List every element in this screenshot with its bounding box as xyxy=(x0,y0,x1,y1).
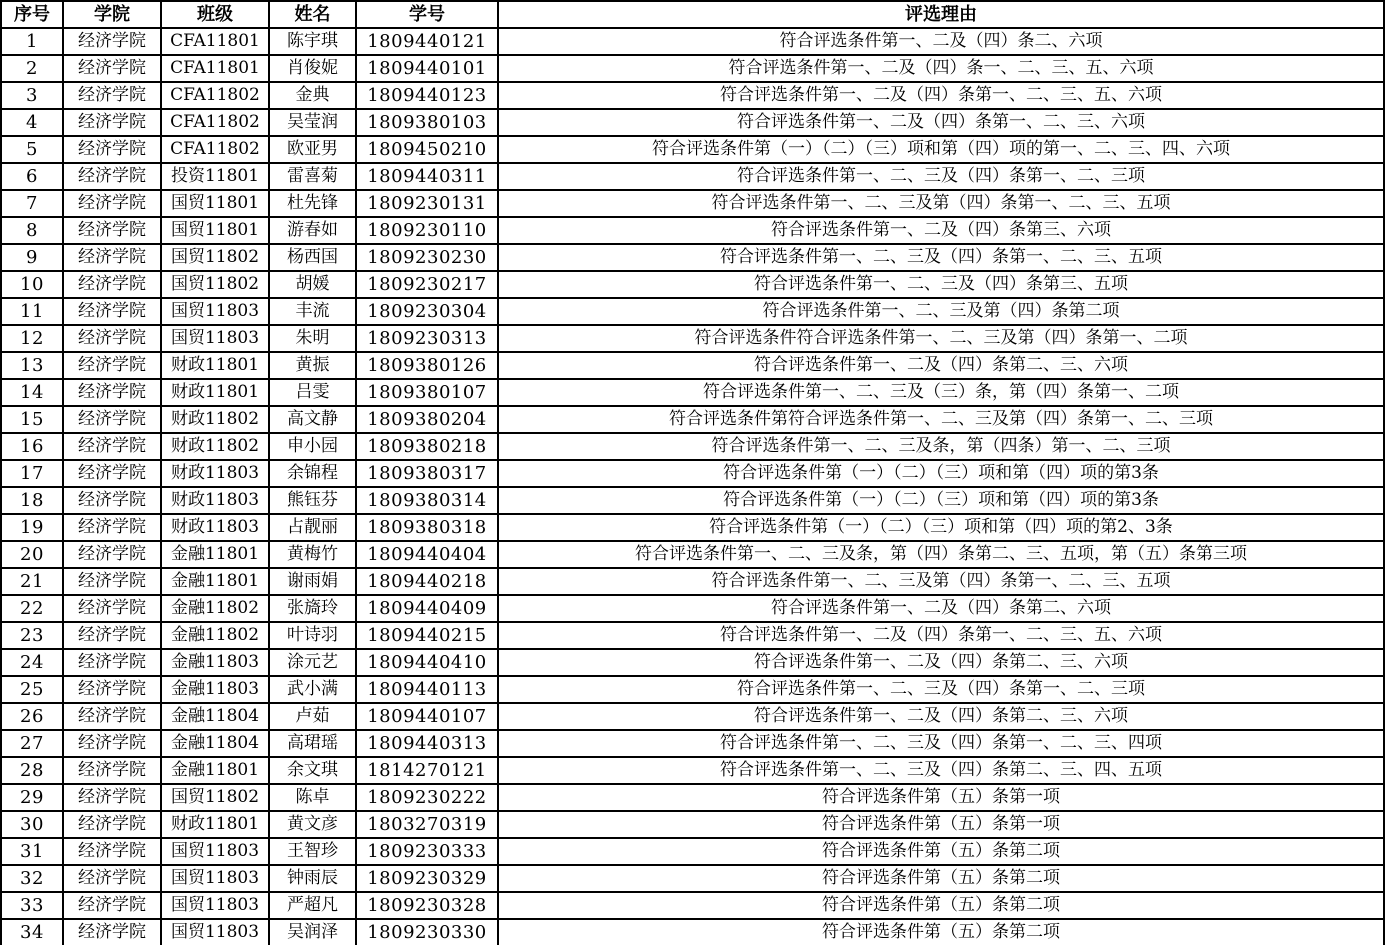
cell-name: 武小满 xyxy=(269,676,356,703)
cell-student-id: 1814270121 xyxy=(356,757,498,784)
cell-student-id: 1809440313 xyxy=(356,730,498,757)
table-row xyxy=(1,406,1384,433)
cell-reason: 符合评选条件符合评选条件第一、二、三及第（四）条第一、二项 xyxy=(498,325,1384,352)
cell-class: 财政11803 xyxy=(161,514,269,541)
cell-name: 吴润泽 xyxy=(269,919,356,945)
cell-college: 经济学院 xyxy=(63,136,161,163)
cell-index: 24 xyxy=(1,649,63,676)
cell-name: 黄振 xyxy=(269,352,356,379)
cell-class: 国贸11802 xyxy=(161,784,269,811)
cell-college: 经济学院 xyxy=(63,217,161,244)
table-row xyxy=(1,271,1384,298)
cell-reason: 符合评选条件第一、二、三及（四）条第一、二、三项 xyxy=(498,163,1384,190)
cell-student-id: 1809440123 xyxy=(356,82,498,109)
cell-index: 6 xyxy=(1,163,63,190)
cell-index: 17 xyxy=(1,460,63,487)
table-row xyxy=(1,352,1384,379)
cell-class: 财政11803 xyxy=(161,487,269,514)
cell-college: 经济学院 xyxy=(63,784,161,811)
cell-reason: 符合评选条件第（五）条第二项 xyxy=(498,919,1384,945)
cell-class: 财政11803 xyxy=(161,460,269,487)
cell-college: 经济学院 xyxy=(63,649,161,676)
cell-college: 经济学院 xyxy=(63,325,161,352)
cell-class: 投资11801 xyxy=(161,163,269,190)
table-row xyxy=(1,568,1384,595)
cell-class: 国贸11803 xyxy=(161,298,269,325)
cell-college: 经济学院 xyxy=(63,514,161,541)
cell-college: 经济学院 xyxy=(63,298,161,325)
cell-college: 经济学院 xyxy=(63,460,161,487)
cell-index: 12 xyxy=(1,325,63,352)
cell-reason: 符合评选条件第一、二及（四）条第三、六项 xyxy=(498,217,1384,244)
cell-class: CFA11801 xyxy=(161,55,269,82)
cell-index: 18 xyxy=(1,487,63,514)
cell-student-id: 1809380317 xyxy=(356,460,498,487)
cell-class: 国贸11803 xyxy=(161,919,269,945)
cell-index: 26 xyxy=(1,703,63,730)
column-header-cell-college: 学院 xyxy=(63,1,161,28)
cell-college: 经济学院 xyxy=(63,865,161,892)
cell-reason: 符合评选条件第一、二及（四）条第二、六项 xyxy=(498,595,1384,622)
cell-class: 财政11801 xyxy=(161,811,269,838)
cell-student-id: 1809440107 xyxy=(356,703,498,730)
cell-name: 肖俊妮 xyxy=(269,55,356,82)
cell-class: 金融11803 xyxy=(161,676,269,703)
table-row xyxy=(1,622,1384,649)
cell-index: 9 xyxy=(1,244,63,271)
cell-class: 财政11802 xyxy=(161,433,269,460)
cell-class: 金融11802 xyxy=(161,595,269,622)
table-row xyxy=(1,514,1384,541)
cell-index: 31 xyxy=(1,838,63,865)
cell-index: 27 xyxy=(1,730,63,757)
cell-index: 2 xyxy=(1,55,63,82)
cell-student-id: 1809380107 xyxy=(356,379,498,406)
cell-name: 黄梅竹 xyxy=(269,541,356,568)
cell-name: 金典 xyxy=(269,82,356,109)
cell-index: 4 xyxy=(1,109,63,136)
cell-index: 28 xyxy=(1,757,63,784)
cell-student-id: 1809440311 xyxy=(356,163,498,190)
cell-reason: 符合评选条件第一、二及（四）条二、六项 xyxy=(498,28,1384,55)
cell-college: 经济学院 xyxy=(63,487,161,514)
table-row xyxy=(1,109,1384,136)
cell-college: 经济学院 xyxy=(63,55,161,82)
cell-reason: 符合评选条件第（五）条第二项 xyxy=(498,892,1384,919)
cell-name: 陈卓 xyxy=(269,784,356,811)
cell-student-id: 1809440215 xyxy=(356,622,498,649)
cell-student-id: 1809440409 xyxy=(356,595,498,622)
cell-reason: 符合评选条件第（一）（二）（三）项和第（四）项的第3条 xyxy=(498,460,1384,487)
cell-reason: 符合评选条件第符合评选条件第一、二、三及第（四）条第一、二、三项 xyxy=(498,406,1384,433)
cell-name: 朱明 xyxy=(269,325,356,352)
cell-reason: 符合评选条件第（一）（二）（三）项和第（四）项的第一、二、三、四、六项 xyxy=(498,136,1384,163)
cell-class: CFA11802 xyxy=(161,136,269,163)
cell-reason: 符合评选条件第一、二及（四）条第一、二、三、五、六项 xyxy=(498,622,1384,649)
cell-college: 经济学院 xyxy=(63,379,161,406)
cell-college: 经济学院 xyxy=(63,406,161,433)
cell-class: 国贸11802 xyxy=(161,244,269,271)
table-row xyxy=(1,865,1384,892)
column-header-cell-student-id: 学号 xyxy=(356,1,498,28)
cell-class: 金融11801 xyxy=(161,568,269,595)
cell-name: 雷喜菊 xyxy=(269,163,356,190)
cell-college: 经济学院 xyxy=(63,919,161,945)
cell-index: 21 xyxy=(1,568,63,595)
cell-name: 欧亚男 xyxy=(269,136,356,163)
cell-name: 高文静 xyxy=(269,406,356,433)
cell-index: 13 xyxy=(1,352,63,379)
cell-reason: 符合评选条件第一、二、三及（四）条第一、二、三、四项 xyxy=(498,730,1384,757)
cell-reason: 符合评选条件第一、二、三及（三）条，第（四）条第一、二项 xyxy=(498,379,1384,406)
cell-index: 25 xyxy=(1,676,63,703)
cell-college: 经济学院 xyxy=(63,676,161,703)
table-row xyxy=(1,487,1384,514)
cell-student-id: 1809380314 xyxy=(356,487,498,514)
cell-reason: 符合评选条件第一、二、三及（四）条第一、二、三项 xyxy=(498,676,1384,703)
cell-college: 经济学院 xyxy=(63,622,161,649)
cell-college: 经济学院 xyxy=(63,541,161,568)
cell-class: 国贸11801 xyxy=(161,217,269,244)
cell-class: 国贸11803 xyxy=(161,865,269,892)
cell-class: 国贸11803 xyxy=(161,838,269,865)
table-row xyxy=(1,460,1384,487)
cell-class: 财政11802 xyxy=(161,406,269,433)
cell-name: 卢茹 xyxy=(269,703,356,730)
column-header-cell-reason: 评选理由 xyxy=(498,1,1384,28)
cell-college: 经济学院 xyxy=(63,838,161,865)
cell-name: 余锦程 xyxy=(269,460,356,487)
cell-class: CFA11802 xyxy=(161,109,269,136)
cell-class: 国贸11802 xyxy=(161,271,269,298)
cell-class: CFA11802 xyxy=(161,82,269,109)
header-row xyxy=(1,1,1384,28)
cell-reason: 符合评选条件第一、二及（四）条第二、三、六项 xyxy=(498,703,1384,730)
cell-college: 经济学院 xyxy=(63,595,161,622)
cell-index: 30 xyxy=(1,811,63,838)
table-row xyxy=(1,298,1384,325)
cell-index: 29 xyxy=(1,784,63,811)
cell-reason: 符合评选条件第（五）条第一项 xyxy=(498,811,1384,838)
cell-name: 涂元艺 xyxy=(269,649,356,676)
cell-class: 财政11801 xyxy=(161,352,269,379)
cell-name: 吴莹润 xyxy=(269,109,356,136)
table-row xyxy=(1,28,1384,55)
column-header-cell-index: 序号 xyxy=(1,1,63,28)
cell-reason: 符合评选条件第（五）条第二项 xyxy=(498,865,1384,892)
cell-student-id: 1809230329 xyxy=(356,865,498,892)
cell-name: 丰流 xyxy=(269,298,356,325)
cell-class: CFA11801 xyxy=(161,28,269,55)
cell-class: 国贸11801 xyxy=(161,190,269,217)
cell-college: 经济学院 xyxy=(63,433,161,460)
table-row xyxy=(1,82,1384,109)
cell-index: 7 xyxy=(1,190,63,217)
cell-class: 金融11801 xyxy=(161,541,269,568)
cell-student-id: 1809440113 xyxy=(356,676,498,703)
cell-index: 15 xyxy=(1,406,63,433)
table-row xyxy=(1,676,1384,703)
cell-name: 胡媛 xyxy=(269,271,356,298)
cell-name: 吕雯 xyxy=(269,379,356,406)
table-row xyxy=(1,55,1384,82)
cell-class: 金融11801 xyxy=(161,757,269,784)
cell-reason: 符合评选条件第一、二、三及条，第（四条）第一、二、三项 xyxy=(498,433,1384,460)
cell-student-id: 1809230230 xyxy=(356,244,498,271)
cell-college: 经济学院 xyxy=(63,892,161,919)
cell-student-id: 1809440218 xyxy=(356,568,498,595)
cell-college: 经济学院 xyxy=(63,244,161,271)
cell-college: 经济学院 xyxy=(63,163,161,190)
cell-class: 金融11804 xyxy=(161,730,269,757)
cell-student-id: 1809440121 xyxy=(356,28,498,55)
table-row xyxy=(1,217,1384,244)
cell-class: 金融11802 xyxy=(161,622,269,649)
cell-index: 19 xyxy=(1,514,63,541)
cell-index: 5 xyxy=(1,136,63,163)
cell-reason: 符合评选条件第一、二及（四）条第一、二、三、六项 xyxy=(498,109,1384,136)
cell-student-id: 1809380204 xyxy=(356,406,498,433)
cell-index: 11 xyxy=(1,298,63,325)
cell-reason: 符合评选条件第一、二及（四）条第一、二、三、五、六项 xyxy=(498,82,1384,109)
table-row xyxy=(1,784,1384,811)
table-row xyxy=(1,325,1384,352)
cell-student-id: 1809230333 xyxy=(356,838,498,865)
cell-reason: 符合评选条件第（五）条第二项 xyxy=(498,838,1384,865)
cell-student-id: 1809230313 xyxy=(356,325,498,352)
table-row xyxy=(1,730,1384,757)
table-row xyxy=(1,703,1384,730)
cell-student-id: 1809230131 xyxy=(356,190,498,217)
cell-reason: 符合评选条件第（五）条第一项 xyxy=(498,784,1384,811)
cell-student-id: 1809230330 xyxy=(356,919,498,945)
cell-reason: 符合评选条件第一、二、三及（四）条第二、三、四、五项 xyxy=(498,757,1384,784)
table-row xyxy=(1,811,1384,838)
cell-name: 谢雨娟 xyxy=(269,568,356,595)
cell-college: 经济学院 xyxy=(63,568,161,595)
cell-index: 3 xyxy=(1,82,63,109)
cell-student-id: 1809450210 xyxy=(356,136,498,163)
cell-index: 33 xyxy=(1,892,63,919)
cell-reason: 符合评选条件第一、二、三及条，第（四）条第二、三、五项，第（五）条第三项 xyxy=(498,541,1384,568)
cell-index: 8 xyxy=(1,217,63,244)
table-row xyxy=(1,649,1384,676)
cell-index: 10 xyxy=(1,271,63,298)
cell-college: 经济学院 xyxy=(63,811,161,838)
cell-student-id: 1809440404 xyxy=(356,541,498,568)
cell-college: 经济学院 xyxy=(63,757,161,784)
column-header-cell-name: 姓名 xyxy=(269,1,356,28)
cell-index: 23 xyxy=(1,622,63,649)
cell-class: 金融11804 xyxy=(161,703,269,730)
cell-reason: 符合评选条件第（一）（二）（三）项和第（四）项的第3条 xyxy=(498,487,1384,514)
cell-index: 16 xyxy=(1,433,63,460)
cell-name: 游春如 xyxy=(269,217,356,244)
cell-name: 杜先锋 xyxy=(269,190,356,217)
cell-student-id: 1809380218 xyxy=(356,433,498,460)
cell-reason: 符合评选条件第一、二、三及（四）条第三、五项 xyxy=(498,271,1384,298)
cell-reason: 符合评选条件第一、二及（四）条第二、三、六项 xyxy=(498,649,1384,676)
cell-class: 金融11803 xyxy=(161,649,269,676)
cell-class: 财政11801 xyxy=(161,379,269,406)
cell-name: 严超凡 xyxy=(269,892,356,919)
cell-name: 高珺瑶 xyxy=(269,730,356,757)
cell-student-id: 1809230222 xyxy=(356,784,498,811)
cell-reason: 符合评选条件第一、二、三及第（四）条第一、二、三、五项 xyxy=(498,568,1384,595)
table-row xyxy=(1,433,1384,460)
table-row xyxy=(1,541,1384,568)
cell-student-id: 1809230304 xyxy=(356,298,498,325)
cell-student-id: 1809440101 xyxy=(356,55,498,82)
column-header-cell-class: 班级 xyxy=(161,1,269,28)
cell-reason: 符合评选条件第一、二、三及（四）条第一、二、三、五项 xyxy=(498,244,1384,271)
table-row xyxy=(1,919,1384,945)
cell-student-id: 1809440410 xyxy=(356,649,498,676)
cell-name: 余文琪 xyxy=(269,757,356,784)
cell-student-id: 1809230328 xyxy=(356,892,498,919)
cell-index: 14 xyxy=(1,379,63,406)
table-row xyxy=(1,163,1384,190)
cell-name: 陈宇琪 xyxy=(269,28,356,55)
table-row xyxy=(1,136,1384,163)
cell-college: 经济学院 xyxy=(63,190,161,217)
cell-college: 经济学院 xyxy=(63,730,161,757)
cell-class: 国贸11803 xyxy=(161,892,269,919)
table-row xyxy=(1,838,1384,865)
table-row xyxy=(1,892,1384,919)
cell-name: 张旖玲 xyxy=(269,595,356,622)
cell-college: 经济学院 xyxy=(63,271,161,298)
cell-index: 34 xyxy=(1,919,63,945)
cell-reason: 符合评选条件第一、二及（四）条一、二、三、五、六项 xyxy=(498,55,1384,82)
cell-college: 经济学院 xyxy=(63,703,161,730)
cell-college: 经济学院 xyxy=(63,352,161,379)
cell-college: 经济学院 xyxy=(63,82,161,109)
table-row xyxy=(1,244,1384,271)
cell-index: 1 xyxy=(1,28,63,55)
cell-college: 经济学院 xyxy=(63,28,161,55)
cell-reason: 符合评选条件第（一）（二）（三）项和第（四）项的第2、3条 xyxy=(498,514,1384,541)
table-row xyxy=(1,190,1384,217)
cell-index: 22 xyxy=(1,595,63,622)
cell-name: 熊钰芬 xyxy=(269,487,356,514)
cell-name: 杨西国 xyxy=(269,244,356,271)
cell-reason: 符合评选条件第一、二、三及第（四）条第二项 xyxy=(498,298,1384,325)
cell-student-id: 1809230217 xyxy=(356,271,498,298)
table-row xyxy=(1,757,1384,784)
table-row xyxy=(1,379,1384,406)
cell-index: 20 xyxy=(1,541,63,568)
cell-name: 叶诗羽 xyxy=(269,622,356,649)
cell-name: 申小园 xyxy=(269,433,356,460)
cell-student-id: 1809380103 xyxy=(356,109,498,136)
cell-name: 占靓丽 xyxy=(269,514,356,541)
cell-name: 钟雨辰 xyxy=(269,865,356,892)
cell-student-id: 1809380318 xyxy=(356,514,498,541)
cell-student-id: 1809380126 xyxy=(356,352,498,379)
cell-student-id: 1809230110 xyxy=(356,217,498,244)
cell-college: 经济学院 xyxy=(63,109,161,136)
cell-class: 国贸11803 xyxy=(161,325,269,352)
cell-index: 32 xyxy=(1,865,63,892)
cell-reason: 符合评选条件第一、二及（四）条第二、三、六项 xyxy=(498,352,1384,379)
cell-name: 黄文彦 xyxy=(269,811,356,838)
table-row xyxy=(1,595,1384,622)
cell-name: 王智珍 xyxy=(269,838,356,865)
cell-reason: 符合评选条件第一、二、三及第（四）条第一、二、三、五项 xyxy=(498,190,1384,217)
cell-student-id: 1803270319 xyxy=(356,811,498,838)
